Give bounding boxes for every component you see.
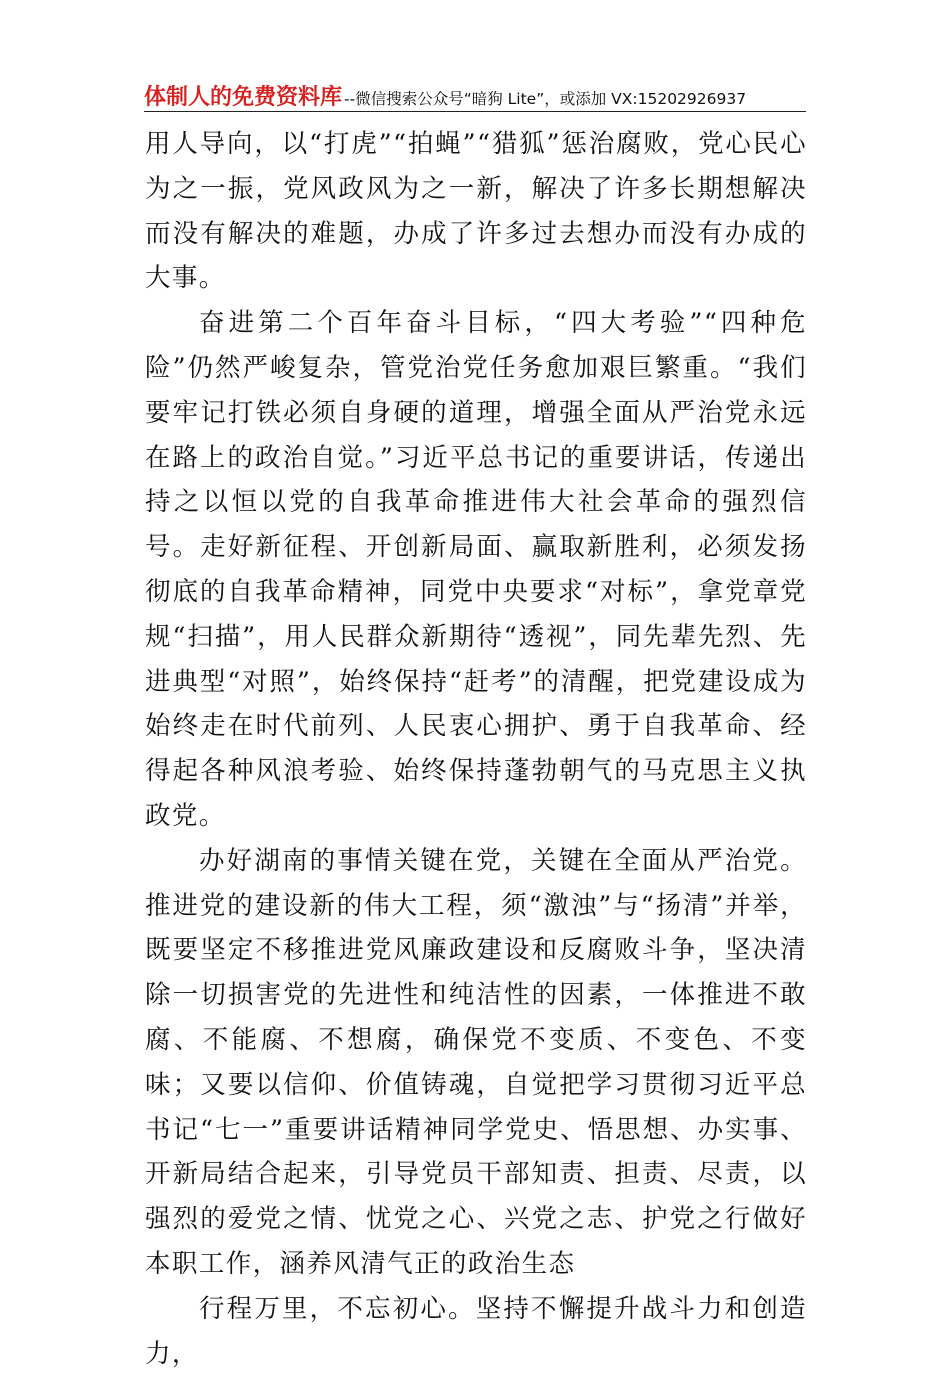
page-header	[144, 80, 814, 114]
header-divider	[144, 111, 806, 112]
header-brand-title: 体制人的免费资料库	[144, 85, 343, 110]
document-body	[145, 122, 807, 1376]
paragraph-2: 奋进第二个百年奋斗目标，“四大考验”“四种危险”仍然严峻复杂，管党治党任务愈加艰巨繁重。“我们要牢记打铁必须自身硬的道理，增强全面从严治党永远在路上的政治自觉。”习近平总书记的重要讲话，传递出持之以恒以党的自我革命推进伟大社会革命的强烈信号。走好新征程、开创新局面、赢取新胜利，必须发扬彻底的自我革命精神，同党中央要求“对标”，拿党章党规“扫描”，用人民群众新期待“透视”，同先辈先烈、先进典型“对照”，始终保持“赶考”的清醒，把党建设成为始终走在时代前列、人民衷心拥护、勇于自我革命、经得起各种风浪考验、始终保持蓬勃朝气的马克思主义执政党。	[145, 308, 807, 831]
header-subtitle: --微信搜索公众号“暗狗 Lite”，或添加 VX:15202926937	[344, 90, 747, 108]
paragraph-3: 办好湖南的事情关键在党，关键在全面从严治党。推进党的建设新的伟大工程，须“激浊”与“扬清”并举，既要坚定不移推进党风廉政建设和反腐败斗争，坚决清除一切损害党的先进性和纯洁性的因素，一体推进不敢腐、不能腐、不想腐，确保党不变质、不变色、不变味；又要以信仰、价值铸魂，自觉把学习贯彻习近平总书记“七一”重要讲话精神同学党史、悟思想、办实事、开新局结合起来，引导党员干部知责、担责、尽责，以强烈的爱党之情、忧党之心、兴党之志、护党之行做好本职工作，涵养风清气正的政治生态	[145, 845, 807, 1279]
paragraph-4: 行程万里，不忘初心。坚持不懈提升战斗力和创造力，	[145, 1293, 807, 1369]
paragraph-1: 用人导向，以“打虎”“拍蝇”“猎狐”惩治腐败，党心民心为之一振，党风政风为之一新，解决了许多长期想解决而没有解决的难题，办成了许多过去想办而没有办成的大事。	[145, 129, 807, 294]
